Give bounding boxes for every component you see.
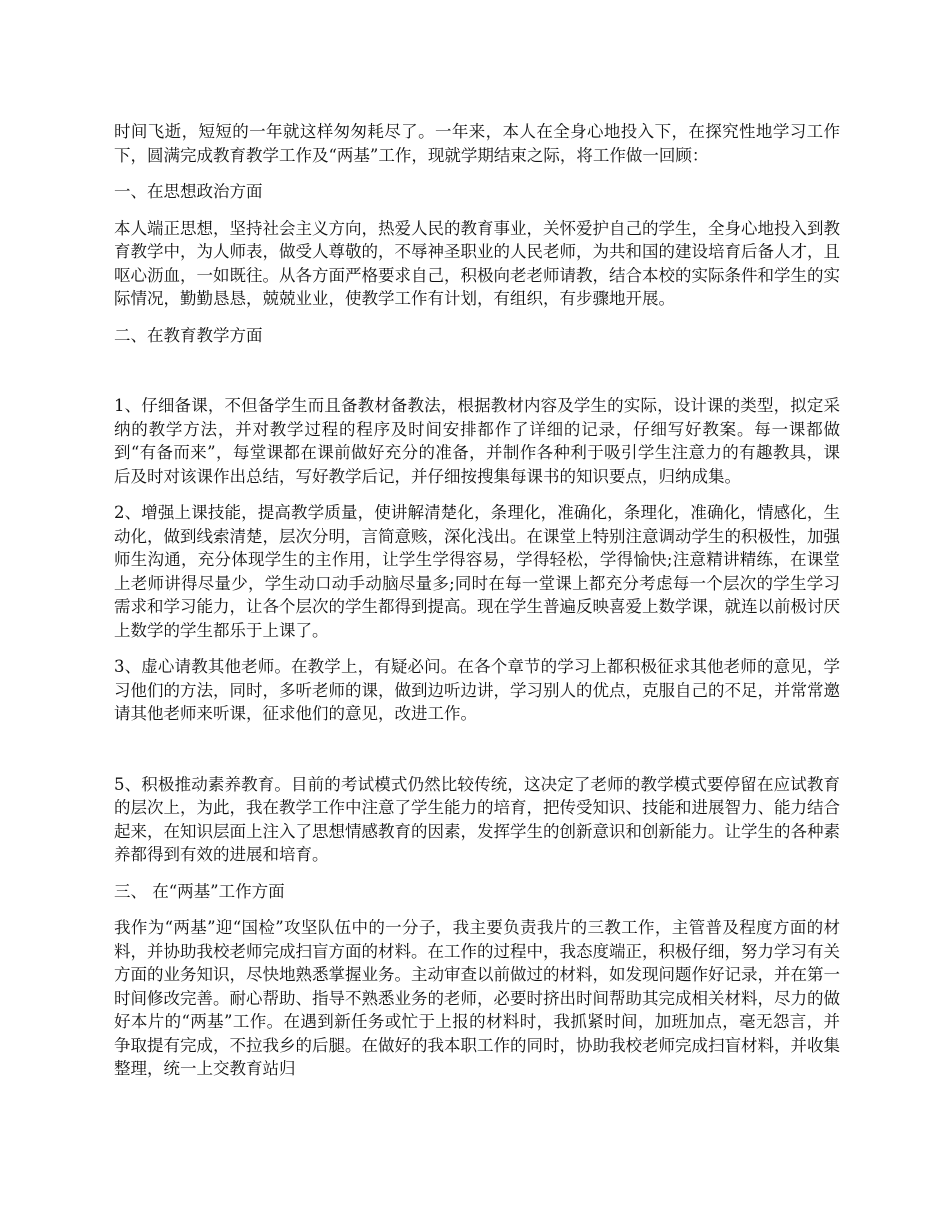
- teaching-item-2: 2、增强上课技能，提高教学质量，使讲解清楚化，条理化，准确化，条理化，准确化，情感化，生动化，做到线索清楚，层次分明，言简意赅，深化浅出。在课堂上特别注意调动学生的积极性，加强师生沟通，充分体现学生的主作用，让学生学得容易，学得轻松，学得愉快;注意精讲精练，在课堂上老师讲得尽量少，学生动口动手动脑尽量多;同时在每一堂课上都充分考虑每一个层次的学生学习需求和学习能力，让各个层次的学生都得到提高。现在学生普遍反映喜爱上数学课，就连以前极讨厌上数学的学生都乐于上课了。: [114, 503, 840, 640]
- teaching-item-5: 5、积极推动素养教育。目前的考试模式仍然比较传统，这决定了老师的教学模式要停留在应试教育的层次上，为此，我在教学工作中注意了学生能力的培育，把传受知识、技能和进展智力、能力结合起来，在知识层面上注入了思想情感教育的因素，发挥学生的创新意识和创新能力。让学生的各种素养都得到有效的进展和培育。: [114, 774, 840, 864]
- section-heading-teaching: 二、在教育教学方面: [114, 325, 263, 345]
- intro-paragraph: 时间飞逝，短短的一年就这样匆匆耗尽了。一年来，本人在全身心地投入下，在探究性地学习工作下，圆满完成教育教学工作及“两基”工作，现就学期结束之际，将工作做一回顾：: [114, 122, 840, 165]
- document-page: [114, 120, 840, 1094]
- section-heading-politics: 一、在思想政治方面: [114, 182, 263, 201]
- teaching-item-3: 3、虚心请教其他老师。在教学上，有疑必问。在各个章节的学习上都积极征求其他老师的意见，学习他们的方法，同时，多听老师的课，做到边听边讲，学习别人的优点，克服自己的不足，并常常邀请其他老师来听课，征求他们的意见，改进工作。: [114, 657, 840, 723]
- blank-space: [114, 360, 840, 394]
- blank-space: [114, 739, 840, 773]
- section-heading-two-basics: 三、 在“两基”工作方面: [114, 881, 285, 901]
- politics-paragraph: 本人端正思想，坚持社会主义方向，热爱人民的教育事业，关怀爱护自己的学生，全身心地投入到教育教学中，为人师表，做受人尊敬的，不辱神圣职业的人民老师，为共和国的建设培育后备人才，且呕心沥血，一如既往。从各方面严格要求自己，积极向老老师请教，结合本校的实际条件和学生的实际情况，勤勤恳恳，兢兢业业，使教学工作有计划，有组织，有步骤地开展。: [114, 218, 840, 308]
- two-basics-paragraph: 我作为“两基”迎“国检”攻坚队伍中的一分子，我主要负责我片的三教工作，主管普及程度方面的材料，并协助我校老师完成扫盲方面的材料。在工作的过程中，我态度端正，积极仔细，努力学习有关方面的业务知识，尽快地熟悉掌握业务。主动审查以前做过的材料，如发现问题作好记录，并在第一时间修改完善。耐心帮助、指导不熟悉业务的老师，必要时挤出时间帮助其完成相关材料，尽力的做好本片的“两基”工作。在遇到新任务或忙于上报的材料时，我抓紧时间，加班加点，毫无怨言，并争取提有完成，不拉我乡的后腿。在做好的我本职工作的同时，协助我校老师完成扫盲材料，并收集整理，统一上交教育站归: [114, 918, 840, 1078]
- teaching-item-1: 1、仔细备课，不但备学生而且备教材备教法，根据教材内容及学生的实际，设计课的类型，拟定采纳的教学方法，并对教学过程的程序及时间安排都作了详细的记录，仔细写好教案。每一课都做到“有备而来”，每堂课都在课前做好充分的准备，并制作各种利于吸引学生注意力的有趣教具，课后及时对该课作出总结，写好教学后记，并仔细按搜集每课书的知识要点，归纳成集。: [114, 396, 840, 486]
